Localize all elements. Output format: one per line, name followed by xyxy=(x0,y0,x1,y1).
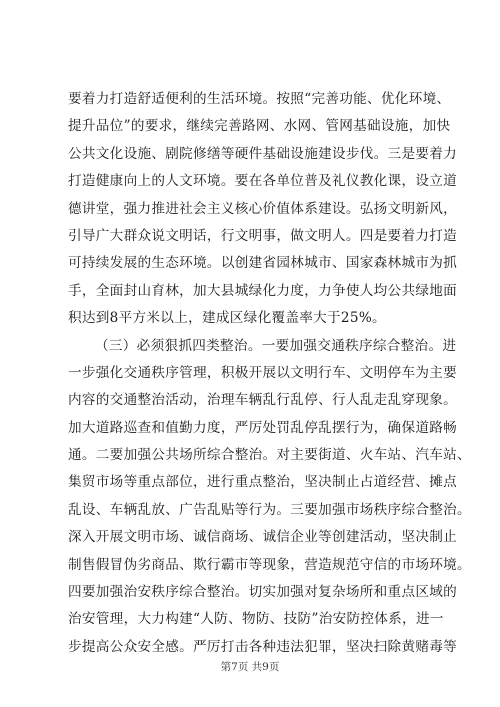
text-line: 集贸市场等重点部位，进行重点整治，坚决制止占道经营、摊点 xyxy=(68,474,458,491)
text-line: 内容的交通整治活动，治理车辆乱行乱停、行人乱走乱穿现象。 xyxy=(68,392,458,409)
paragraph-start-line: （三）必须狠抓四类整治。一要加强交通秩序综合整治。进 xyxy=(95,337,457,354)
text-line: 深入开展文明市场、诚信商场、诚信企业等创建活动，坚决制止 xyxy=(68,529,458,546)
body-text xyxy=(68,86,471,661)
text-line: 可持续发展的生态环境。以创建省园林城市、国家森林城市为抓 xyxy=(68,255,458,272)
text-line: 公共文化设施、剧院修缮等硬件基础设施建设步伐。三是要着力 xyxy=(68,145,458,162)
page-number-footer: 第7页 共9页 xyxy=(220,661,280,673)
text-line: 乱设、车辆乱放、广告乱贴等行为。三要加强市场秩序综合整治。 xyxy=(68,501,471,518)
text-line: 提升品位”的要求，继续完善路网、水网、管网基础设施，加快 xyxy=(68,118,451,135)
text-line: 手，全面封山育林，加大县城绿化力度，力争使人均公共绿地面 xyxy=(68,282,458,299)
text-line: 加大道路巡查和值勤力度，严厉处罚乱停乱摆行为，确保道路畅 xyxy=(68,419,458,436)
text-line: 步提高公众安全感。严厉打击各种违法犯罪，坚决扫除黄赌毒等 xyxy=(68,638,458,655)
text-line: 四要加强治安秩序综合整治。切实加强对复杂场所和重点区域的 xyxy=(68,584,458,601)
text-line: 要着力打造舒适便利的生活环境。按照“完善功能、优化环境、 xyxy=(68,91,451,107)
text-line: 通。二要加强公共场所综合整治。对主要街道、火车站、汽车站、 xyxy=(68,447,471,464)
text-line: 打造健康向上的人文环境。要在各单位普及礼仪教化课，设立道 xyxy=(68,173,458,190)
text-line: 一步强化交通秩序管理，积极开展以文明行车、文明停车为主要 xyxy=(68,364,458,381)
text-line: 积达到8平方米以上，建成区绿化覆盖率大于25%。 xyxy=(68,310,386,327)
text-line: 制售假冒伪劣商品、欺行霸市等现象，营造规范守信的市场环境。 xyxy=(68,556,471,573)
text-line: 引导广大群众说文明话，行文明事，做文明人。四是要着力打造 xyxy=(68,227,458,244)
text-line: 治安管理，大力构建“人防、物防、技防”治安防控体系，进一 xyxy=(68,611,444,628)
text-line: 德讲堂，强力推进社会主义核心价值体系建设。弘扬文明新风， xyxy=(68,200,458,217)
